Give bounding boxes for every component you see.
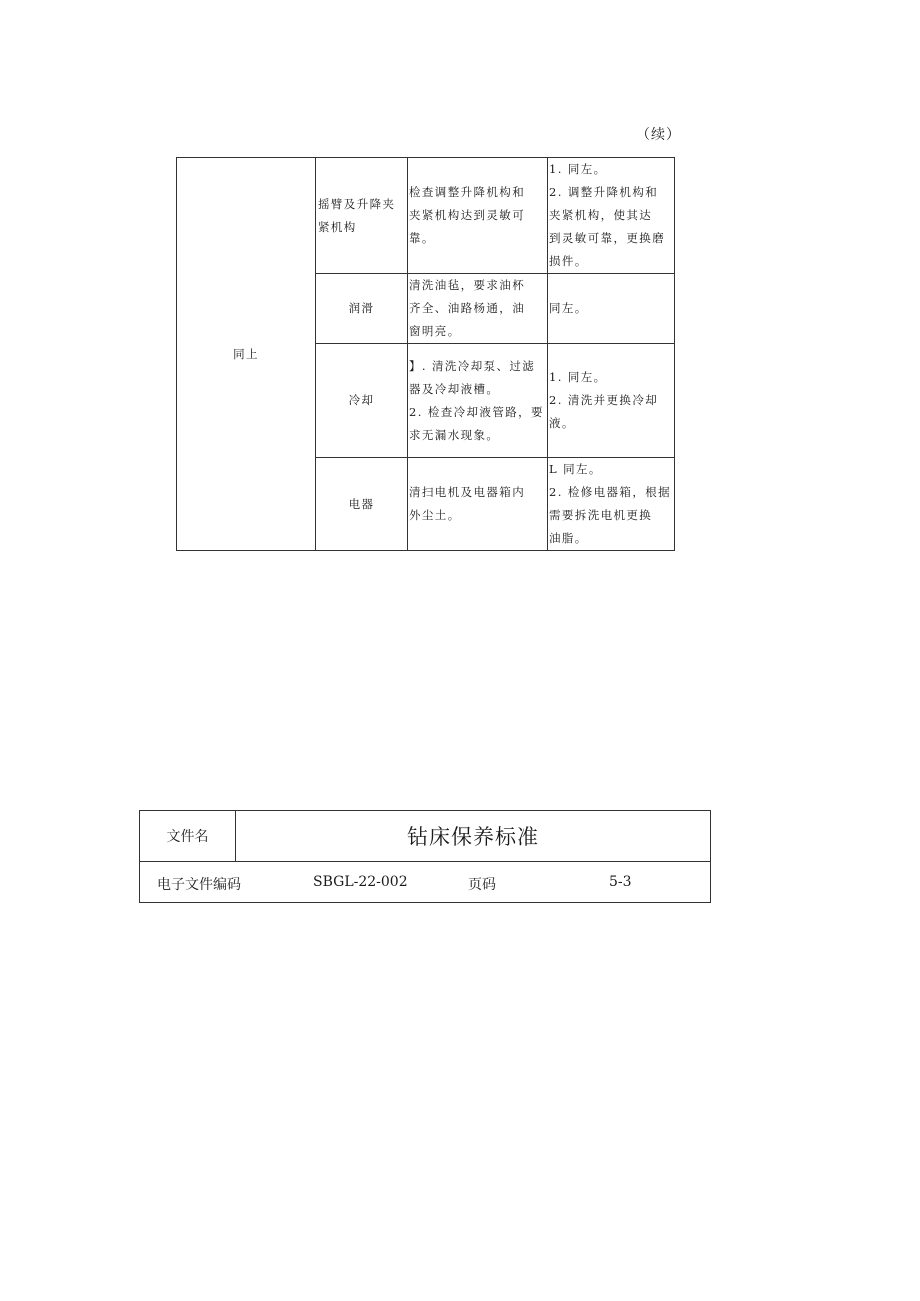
page-value: 5-3 xyxy=(609,874,632,890)
code-label: 电子文件编码 xyxy=(157,877,241,893)
part-cell: 摇臂及升降夹 紧机构 xyxy=(316,158,408,274)
requirement-cell: L 同左。 2. 检修电器箱，根据 需要拆洗电机更换 油脂。 xyxy=(548,458,675,551)
requirement-cell: 同左。 xyxy=(548,274,675,344)
requirement-cell: 1. 同左。 2. 调整升降机构和 夹紧机构，使其达 到灵敏可靠，更换磨 损件。 xyxy=(548,158,675,274)
content-cell: 清洗油毡，要求油杯 齐全、油路杨通，油 窗明亮。 xyxy=(408,274,548,344)
document-footer xyxy=(139,810,711,903)
file-name-label: 文件名 xyxy=(140,811,236,862)
code-value: SBGL-22-002 xyxy=(313,874,408,890)
part-cell: 冷却 xyxy=(316,344,408,458)
table-row xyxy=(177,158,675,274)
requirement-cell: 1. 同左。 2. 清洗并更换冷却 液。 xyxy=(548,344,675,458)
part-cell: 电器 xyxy=(316,458,408,551)
continued-label: （续） xyxy=(636,127,681,143)
part-cell: 润滑 xyxy=(316,274,408,344)
maintenance-table xyxy=(176,157,675,551)
content-cell: 清扫电机及电器箱内 外尘土。 xyxy=(408,458,548,551)
page-label: 页码 xyxy=(468,877,496,893)
footer-info-row xyxy=(140,862,711,903)
content-cell: 检查调整升降机构和 夹紧机构达到灵敏可 靠。 xyxy=(408,158,548,274)
document-title: 钻床保养标准 xyxy=(236,811,711,862)
group-cell: 同上 xyxy=(177,158,316,551)
content-cell: 】. 清洗冷却泵、过滤 器及冷却液槽。 2. 检查冷却液管路，要 求无漏水现象。 xyxy=(408,344,548,458)
